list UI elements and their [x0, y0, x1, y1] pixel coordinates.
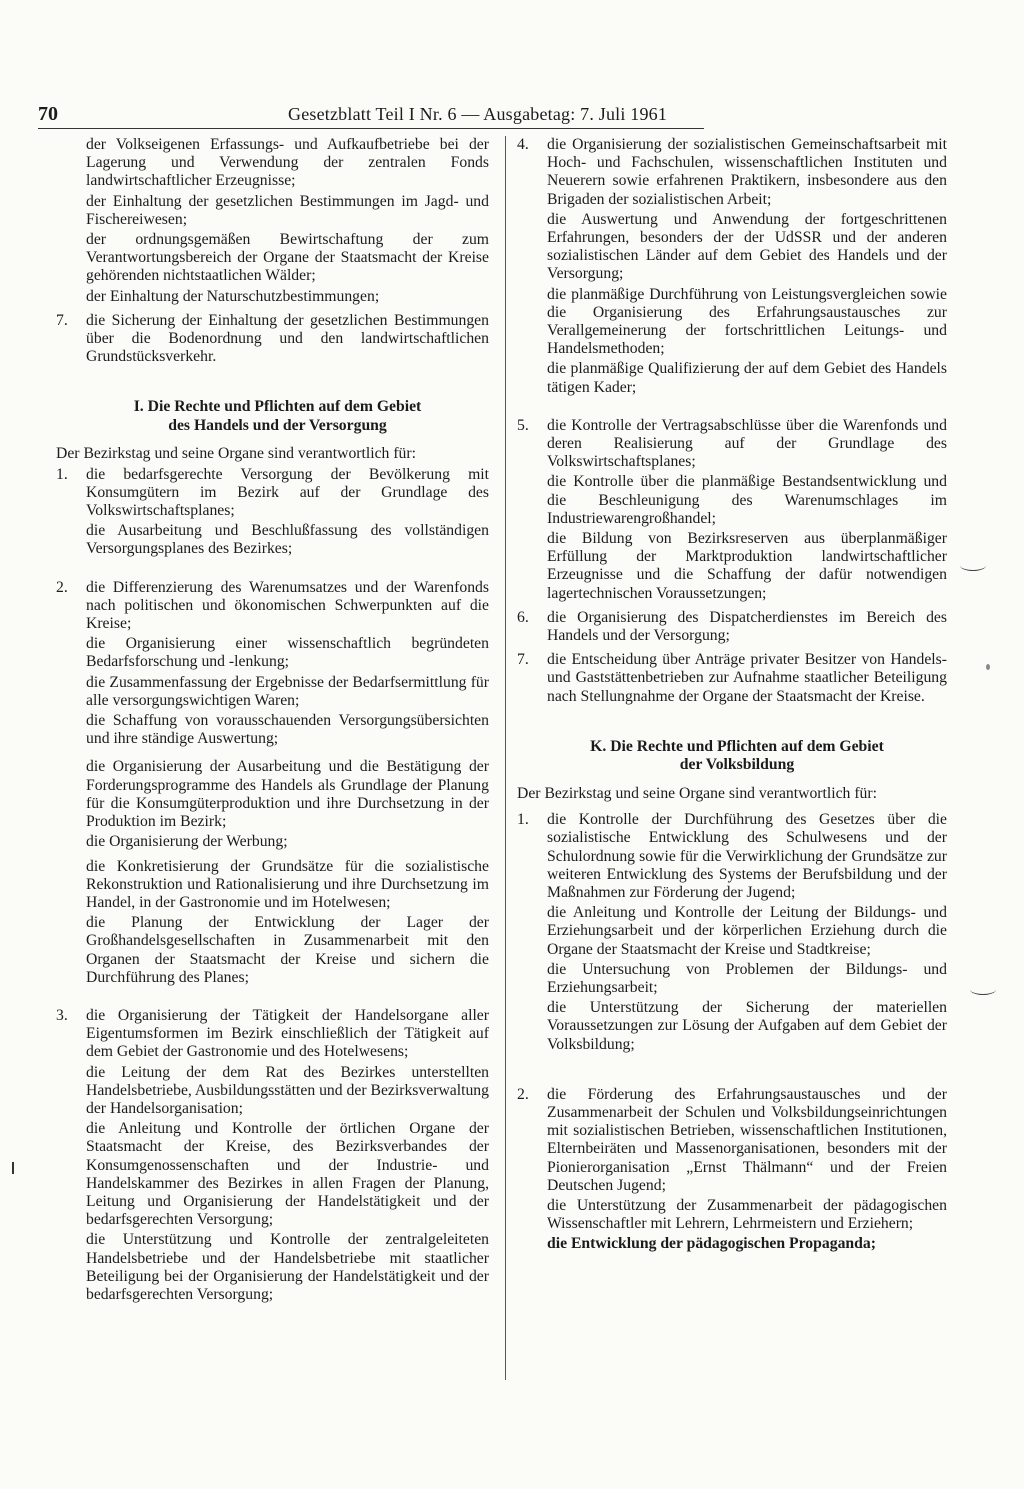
- sub-paragraph: die planmäßige Durchführung von Leistungsvergleichen sowie die Organisierung des Erfahrungsaustausches zur Verallgemeinerung der fortschrittlichen Leitungs- und Handelsmethoden;: [547, 285, 947, 358]
- sub-paragraph: die Bildung von Bezirksreserven aus überplanmäßiger Erfüllung der Marktproduktion landwirtschaftlicher Erzeugnisse und die Schaffung der dafür notwendigen lagertechnischen Voraussetzungen;: [547, 530, 947, 602]
- continued-paragraph: der Einhaltung der Naturschutzbestimmungen;: [86, 287, 380, 305]
- page-title: Gesetzblatt Teil I Nr. 6 — Ausgabetag: 7. Juli 1961: [288, 104, 668, 124]
- sub-paragraph: die Ausarbeitung und Beschlußfassung des vollständigen Versorgungsplanes des Bezirkes;: [86, 522, 489, 558]
- section-heading-line: I. Die Rechte und Pflichten auf dem Gebiet: [133, 398, 422, 416]
- item-text: die Kontrolle der Vertragsabschlüsse über die Warenfonds und deren Realisierung auf der Grundlage des Volkswirtschaftsplanes;: [547, 416, 947, 471]
- list-item: [56, 1007, 489, 1062]
- sub-paragraph: die Unterstützung der Zusammenarbeit der pädagogischen Wissenschaftler mit Lehrern, Lehrmeistern und Erziehern;: [547, 1196, 947, 1233]
- section-heading: [527, 738, 947, 775]
- item-number: 7.: [56, 311, 68, 329]
- sub-paragraph: die Auswertung und Anwendung der fortgeschrittenen Erfahrungen, besonders der der UdSSR und der anderen sozialistischen Länder auf dem Gebiet des Handels und der Versorgung;: [547, 210, 947, 283]
- item-text: die bedarfsgerechte Versorgung der Bevölkerung mit Konsumgütern im Bezirk auf der Grundlage des Volkswirtschaftsplanes;: [86, 465, 489, 520]
- list-item: [517, 136, 947, 209]
- list-item: [56, 466, 489, 521]
- continued-paragraph: der Einhaltung der gesetzlichen Bestimmungen im Jagd- und Fischereiwesen;: [86, 192, 489, 228]
- item-number: 4.: [517, 136, 529, 153]
- sub-paragraph: die Kontrolle über die planmäßige Bestandsentwicklung und die Beschleunigung des Warenumschlages im Industriewarengroßhandel;: [547, 473, 947, 527]
- item-text: die Sicherung der Einhaltung der gesetzlichen Bestimmungen über die Bodenordnung und den landwirtschaftlichen Grundstücksverkehr.: [86, 311, 489, 366]
- section-heading-line: des Handels und der Versorgung: [168, 416, 387, 434]
- item-number: 7.: [517, 651, 529, 669]
- list-item: [56, 579, 489, 634]
- sub-paragraph: die Schaffung von vorausschauenden Versorgungsübersichten und ihre ständige Auswertung;: [86, 712, 489, 748]
- margin-mark: [986, 664, 990, 670]
- sub-paragraph: die Organisierung einer wissenschaftlich begründeten Bedarfsforschung und -lenkung;: [86, 635, 489, 671]
- sub-paragraph: die Untersuchung von Problemen der Bildungs- und Erziehungsarbeit;: [547, 960, 947, 996]
- sub-paragraph: die Entwicklung der pädagogischen Propaganda;: [547, 1235, 876, 1253]
- sub-paragraph: die Organisierung der Ausarbeitung und die Bestätigung der Forderungsprogramme des Handels als Grundlage der Planung für die Konsumgüterproduktion und ihre Durchsetzung in der Produktion im Bezirk;: [86, 758, 489, 831]
- item-text: die Organisierung der Tätigkeit der Handelsorgane aller Eigentumsformen im Bezirk einschließlich der Tätigkeit auf dem Gebiet der Gastronomie und des Hotelwesens;: [86, 1006, 489, 1061]
- sub-paragraph: die Organisierung der Werbung;: [86, 833, 288, 851]
- item-text: die Organisierung des Dispatcherdienstes im Bereich des Handels und der Versorgung;: [547, 608, 947, 645]
- item-text: die Förderung des Erfahrungsaustausches und der Zusammenarbeit der Schulen und Volksbildungseinrichtungen mit sozialistischen Betrieben, wissenschaftlichen Institutionen, Elternbeiräten und Massenorganisationen, besonders mit der Pionierorganisation „Ernst Thälmann“ und der Freien Deutschen Jugend;: [547, 1085, 947, 1194]
- sub-paragraph: die Konkretisierung der Grundsätze für die sozialistische Rekonstruktion und Rationalisierung und ihre Durchsetzung im Handel, in der Gastronomie und im Hotelwesen;: [86, 857, 489, 911]
- section-heading: [66, 398, 489, 435]
- item-number: 2.: [517, 1085, 529, 1103]
- sub-paragraph: die Unterstützung der Sicherung der materiellen Voraussetzungen zur Lösung der Aufgaben auf dem Gebiet der Volksbildung;: [547, 999, 947, 1053]
- sub-paragraph: die planmäßige Qualifizierung der auf dem Gebiet des Handels tätigen Kader;: [547, 360, 947, 396]
- section-heading-line: der Volksbildung: [679, 756, 795, 774]
- margin-mark: [960, 560, 986, 571]
- item-number: 5.: [517, 416, 529, 434]
- section-heading-line: K. Die Rechte und Pflichten auf dem Gebiet: [590, 737, 884, 755]
- header-rule: [38, 128, 704, 129]
- column-divider: [505, 136, 506, 1380]
- list-item: [517, 811, 947, 902]
- margin-mark: [970, 984, 996, 995]
- item-number: 2.: [56, 578, 68, 596]
- section-intro: Der Bezirkstag und seine Organe sind verantwortlich für:: [56, 445, 416, 463]
- item-number: 1.: [56, 465, 68, 483]
- continued-paragraph: der Volkseigenen Erfassungs- und Aufkaufbetriebe bei der Lagerung und Verwendung der zentralen Fonds landwirtschaftlicher Erzeugnisse;: [86, 136, 489, 190]
- left-column: [56, 136, 489, 1306]
- item-text: die Differenzierung des Warenumsatzes und der Warenfonds nach politischen und ökonomischen Schwerpunkten auf die Kreise;: [86, 578, 489, 633]
- list-item: [56, 312, 489, 367]
- item-number: 6.: [517, 608, 529, 626]
- item-text: die Kontrolle der Durchführung des Gesetzes über die sozialistische Entwicklung des Schulwesens und der Schulordnung sowie für die Verwirklichung der Grundsätze zur weiteren Entwicklung des Systems der Berufsbildung und der Maßnahmen zur Förderung der Jugend;: [547, 811, 947, 901]
- list-item: [517, 609, 947, 645]
- item-text: die Organisierung der sozialistischen Gemeinschaftsarbeit mit Hoch- und Fachschulen, wissenschaftlichen Instituten und Neuerern sowie erfahrenen Praktikern, insbesondere aus den Brigaden der sozialistischen Arbeit;: [547, 136, 947, 208]
- item-text: die Entscheidung über Anträge privater Besitzer von Handels- und Gaststättenbetrieben zur Aufnahme staatlicher Beteiligung nach Stellungnahme der Organe der Staatsmacht der Kreise.: [547, 651, 947, 705]
- item-number: 1.: [517, 811, 529, 829]
- sub-paragraph: die Anleitung und Kontrolle der Leitung der Bildungs- und Erziehungsarbeit und der körperlichen Erziehung durch die Organe der Staatsmacht der Kreise und Stadtkreise;: [547, 904, 947, 958]
- sub-paragraph: die Leitung der dem Rat des Bezirkes unterstellten Handelsbetriebe, Ausbildungsstätten und der Bezirksverwaltung der Handelsorganisation;: [86, 1063, 489, 1117]
- item-number: 3.: [56, 1006, 68, 1024]
- section-intro: Der Bezirkstag und seine Organe sind verantwortlich für:: [517, 784, 877, 802]
- page-number: 70: [38, 103, 58, 125]
- sub-paragraph: die Planung der Entwicklung der Lager der Großhandelsgesellschaften in Zusammenarbeit mit den Organen der Staatsmacht der Kreise und sichern die Durchführung des Planes;: [86, 914, 489, 986]
- list-item: [517, 651, 947, 706]
- sub-paragraph: die Zusammenfassung der Ergebnisse der Bedarfsermittlung für alle versorgungswichtigen Waren;: [86, 673, 489, 709]
- continued-paragraph: der ordnungsgemäßen Bewirtschaftung der zum Verantwortungsbereich der Organe der Staatsmacht der Kreise gehörenden nichtstaatlichen Wälder;: [86, 231, 489, 285]
- list-item: [517, 1086, 947, 1195]
- sub-paragraph: die Anleitung und Kontrolle der örtlichen Organe der Staatsmacht der Kreise, des Bezirksverbandes der Konsumgenossenschaften und der Industrie- und Handelskammer des Bezirkes in allen Fragen der Planung, Leitung und Organisierung der Handelstätigkeit und der bedarfsgerechten Versorgung;: [86, 1120, 489, 1229]
- margin-mark: [12, 1162, 14, 1174]
- page-header: [38, 101, 704, 127]
- right-column: [517, 136, 947, 1256]
- sub-paragraph: die Unterstützung und Kontrolle der zentralgeleiteten Handelsbetriebe und der Handelsbetriebe mit staatlicher Beteiligung bei der Organisierung der Handelstätigkeit und der bedarfsgerechten Versorgung;: [86, 1231, 489, 1303]
- list-item: [517, 417, 947, 472]
